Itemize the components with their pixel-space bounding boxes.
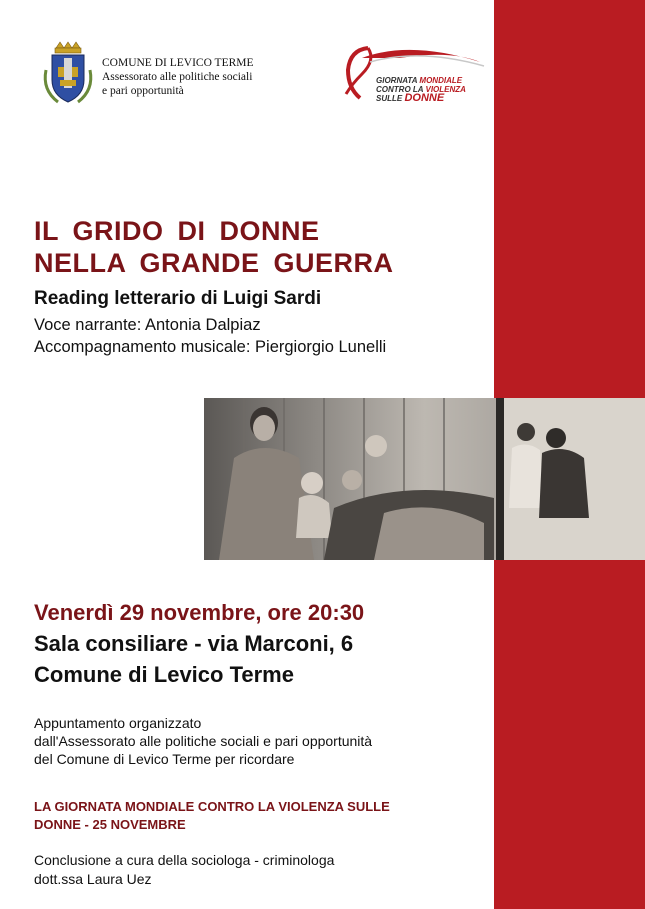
event-info [34, 597, 364, 690]
music-credit: Accompagnamento musicale: Piergiorgio Lunelli [34, 338, 387, 356]
closing-line-2: dott.ssa Laura Uez [34, 871, 152, 887]
credits [34, 314, 386, 358]
event-subtitle: Reading letterario di Luigi Sardi [34, 288, 322, 309]
logo-word-sulle: SULLE [376, 94, 403, 103]
description-line-3: del Comune di Levico Terme per ricordare [34, 751, 295, 767]
comune-header [38, 40, 298, 110]
event-town: Comune di Levico Terme [34, 662, 294, 687]
description-line-2: dall'Assessorato alle politiche sociali e pari opportunità [34, 733, 373, 749]
closing-line-1: Conclusione a cura della sociologa - criminologa [34, 852, 335, 868]
logo-word-violenza: VIOLENZA [425, 85, 466, 94]
event-venue: Sala consiliare - via Marconi, 6 [34, 631, 354, 656]
logo-word-donne: DONNE [404, 92, 445, 104]
event-date: Venerdì 29 novembre, ore 20:30 [34, 600, 365, 625]
logo-word-contro-la: CONTRO LA [376, 85, 424, 94]
historical-photo [204, 398, 645, 560]
day-highlight [34, 798, 390, 834]
photo-image [204, 398, 645, 560]
title-line-1: IL GRIDO DI DONNE [34, 216, 320, 246]
logo-word-mondiale: MONDIALE [419, 76, 463, 85]
event-title [34, 215, 394, 279]
description-line-1: Appuntamento organizzato [34, 715, 202, 731]
coat-of-arms-icon [38, 40, 98, 110]
title-line-2: NELLA GRANDE GUERRA [34, 248, 394, 278]
comune-department: Assessorato alle politiche sociali [102, 71, 253, 83]
voice-credit: Voce narrante: Antonia Dalpiaz [34, 316, 261, 334]
highlight-line-2: DONNE - 25 NOVEMBRE [34, 817, 186, 832]
giornata-logo [340, 40, 490, 115]
event-description [34, 714, 372, 768]
comune-department-cont: e pari opportunità [102, 85, 184, 97]
comune-name: COMUNE DI LEVICO TERME [102, 57, 254, 69]
giornata-logo-text [376, 76, 486, 103]
closing-note [34, 851, 334, 889]
logo-word-giornata: GIORNATA [376, 76, 418, 85]
highlight-line-1: LA GIORNATA MONDIALE CONTRO LA VIOLENZA SULLE [34, 799, 390, 814]
comune-text [102, 56, 254, 98]
